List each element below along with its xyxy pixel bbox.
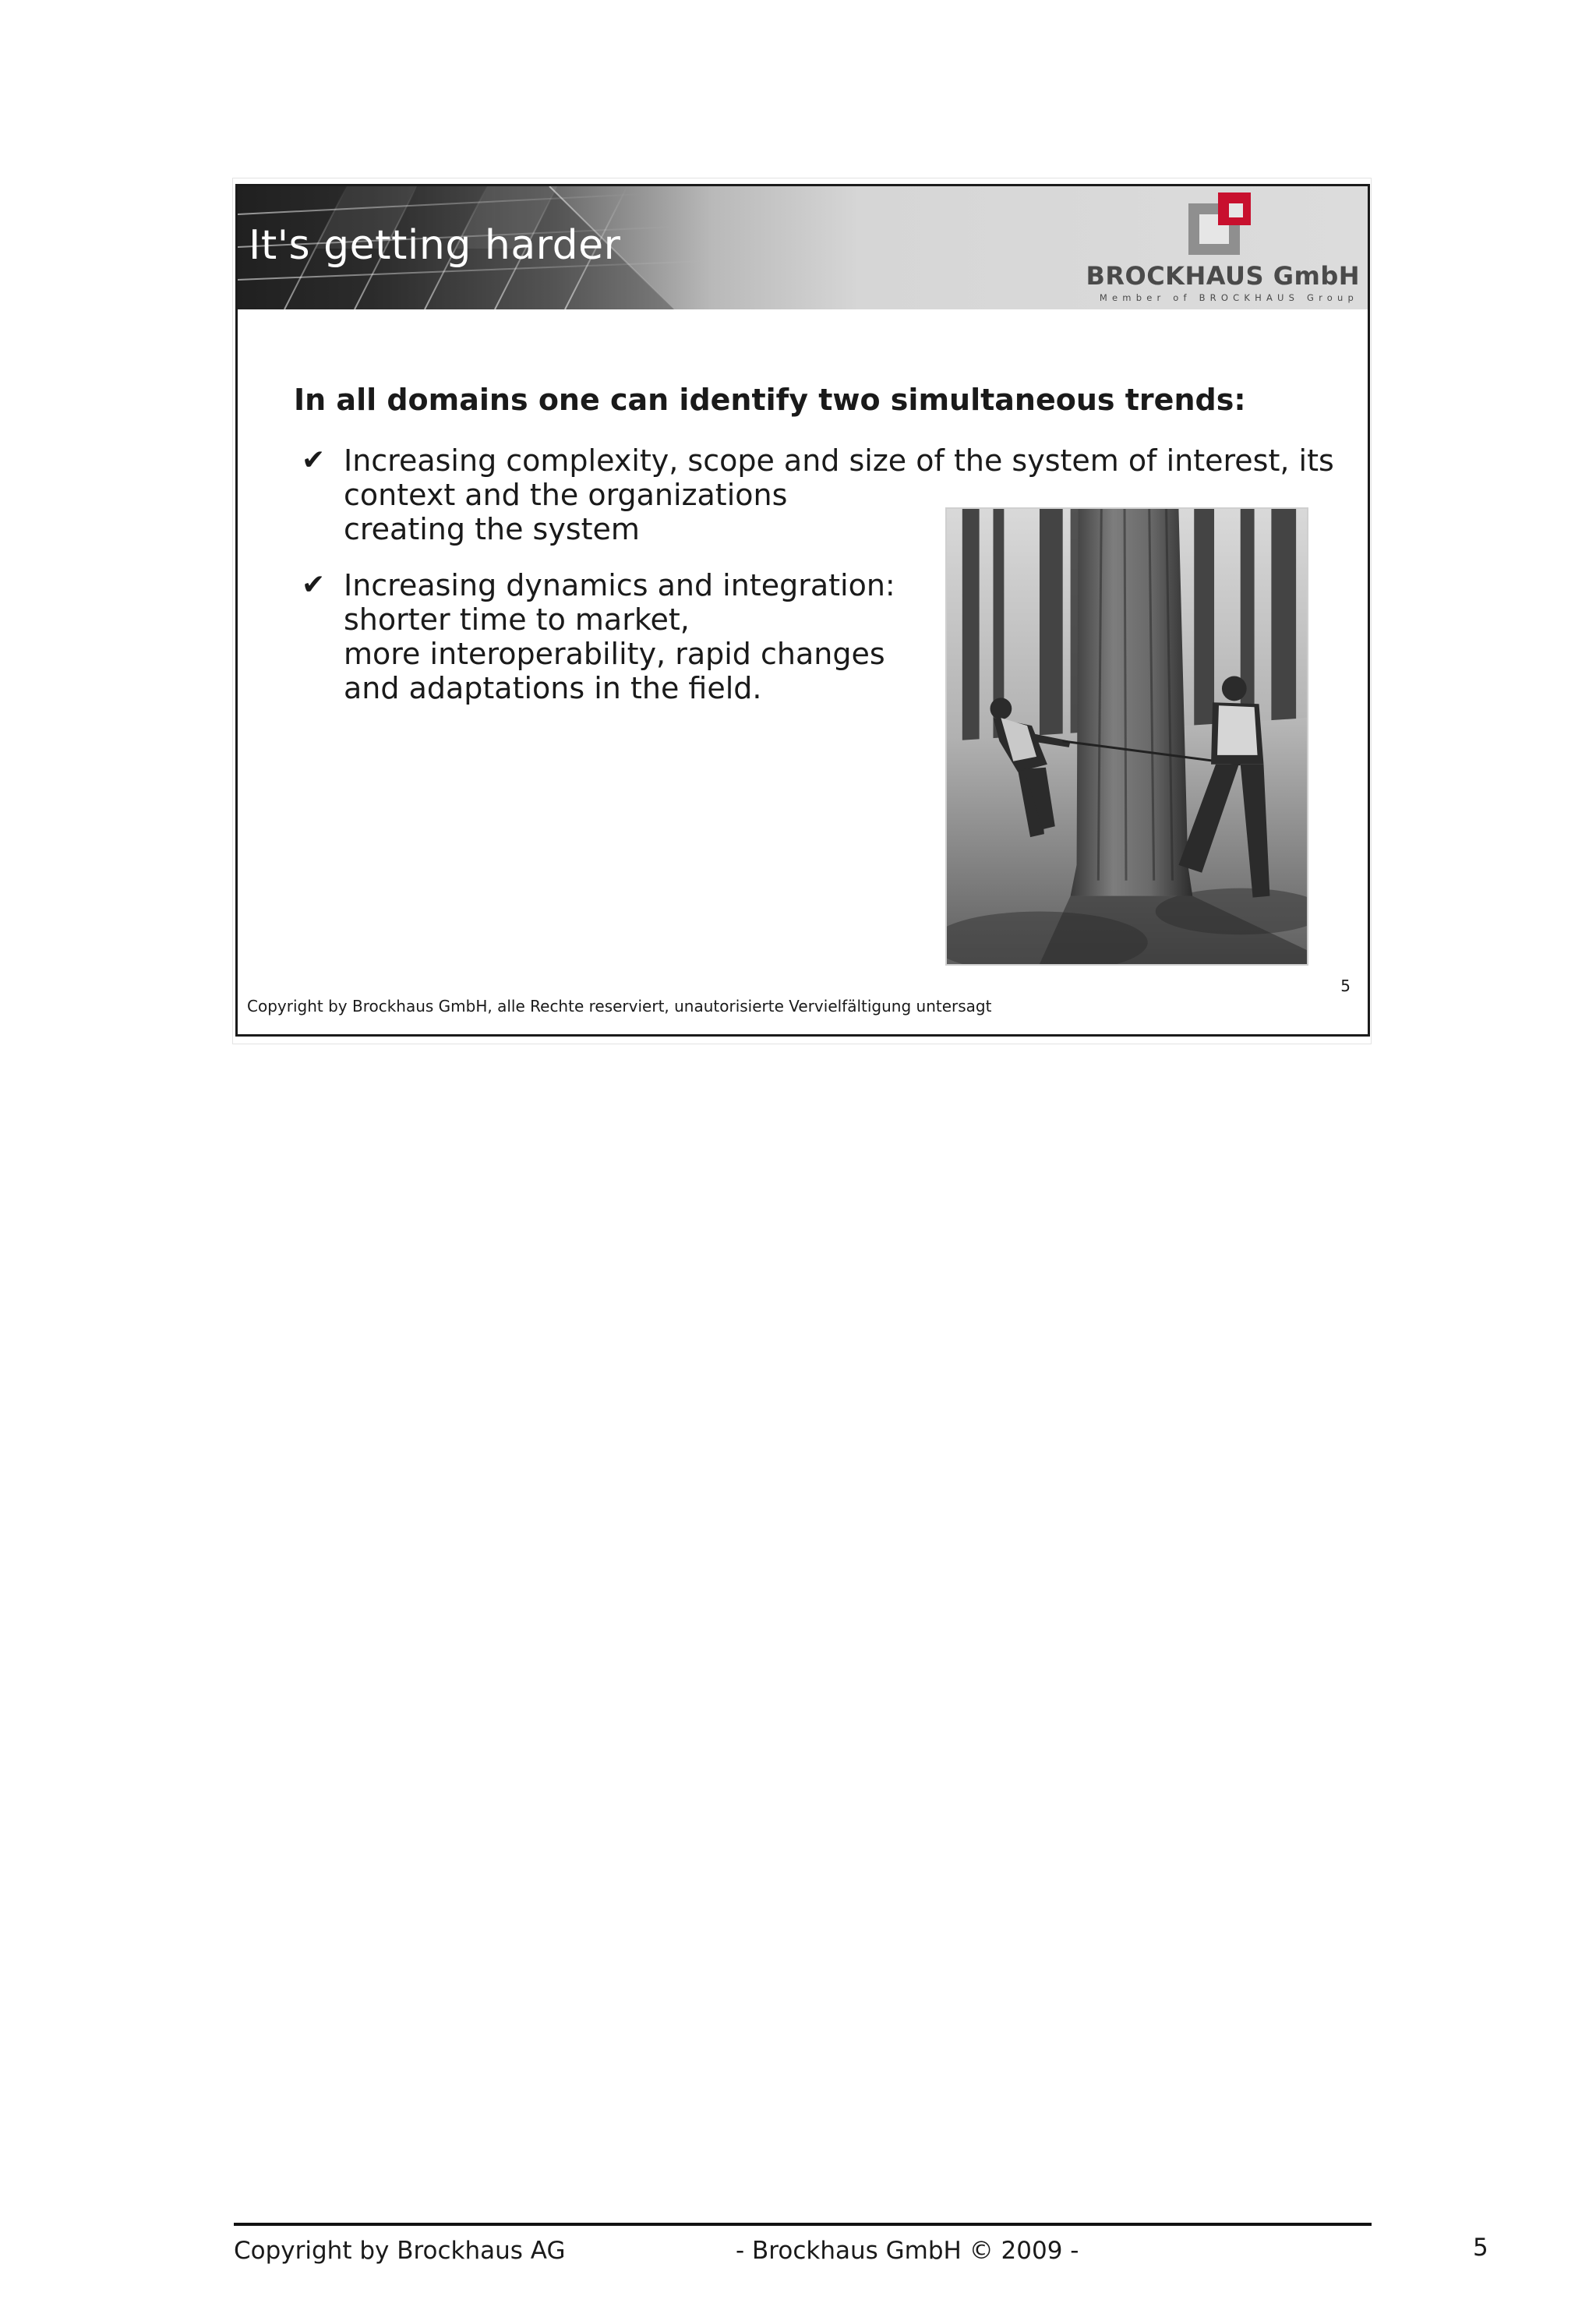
lumberjacks-photo [945,507,1308,966]
lead-text: In all domains one can identify two simultaneous trends: [294,383,1246,417]
slide-page-number: 5 [1340,977,1351,995]
footer-copyright: Copyright by Brockhaus AG [234,2237,566,2265]
footer-page-number: 5 [1473,2234,1488,2262]
bullet-text [344,568,895,705]
bullet-line: creating the system [344,512,640,546]
bullet-line: and adaptations in the field. [344,671,762,705]
bullet-line: shorter time to market, [344,602,690,637]
footer-center-text: - Brockhaus GmbH © 2009 - [736,2237,1079,2265]
brockhaus-logo [1087,193,1360,306]
bullet-line: more interoperability, rapid changes [344,637,885,671]
brockhaus-mark-icon [1188,193,1251,255]
bullet-line: context and the organizations [344,478,788,512]
checkmark-icon: ✔ [302,569,326,601]
logo-name: BROCKHAUS GmbH [1086,261,1360,291]
slide-title: It's getting harder [249,222,621,269]
checkmark-icon: ✔ [302,444,326,476]
lumberjacks-photo-icon [947,509,1307,964]
bullet-line: Increasing complexity, scope and size of the system of interest, its [344,443,1334,478]
slide-copyright: Copyright by Brockhaus GmbH, alle Rechte reserviert, unautorisierte Vervielfältigung untersagt [247,997,992,1016]
slide-header [238,186,1368,309]
footer-rule [234,2223,1372,2226]
slide [235,184,1370,1037]
bullet-line: Increasing dynamics and integration: [344,568,895,602]
logo-tagline: Member of BROCKHAUS Group [1099,292,1358,303]
